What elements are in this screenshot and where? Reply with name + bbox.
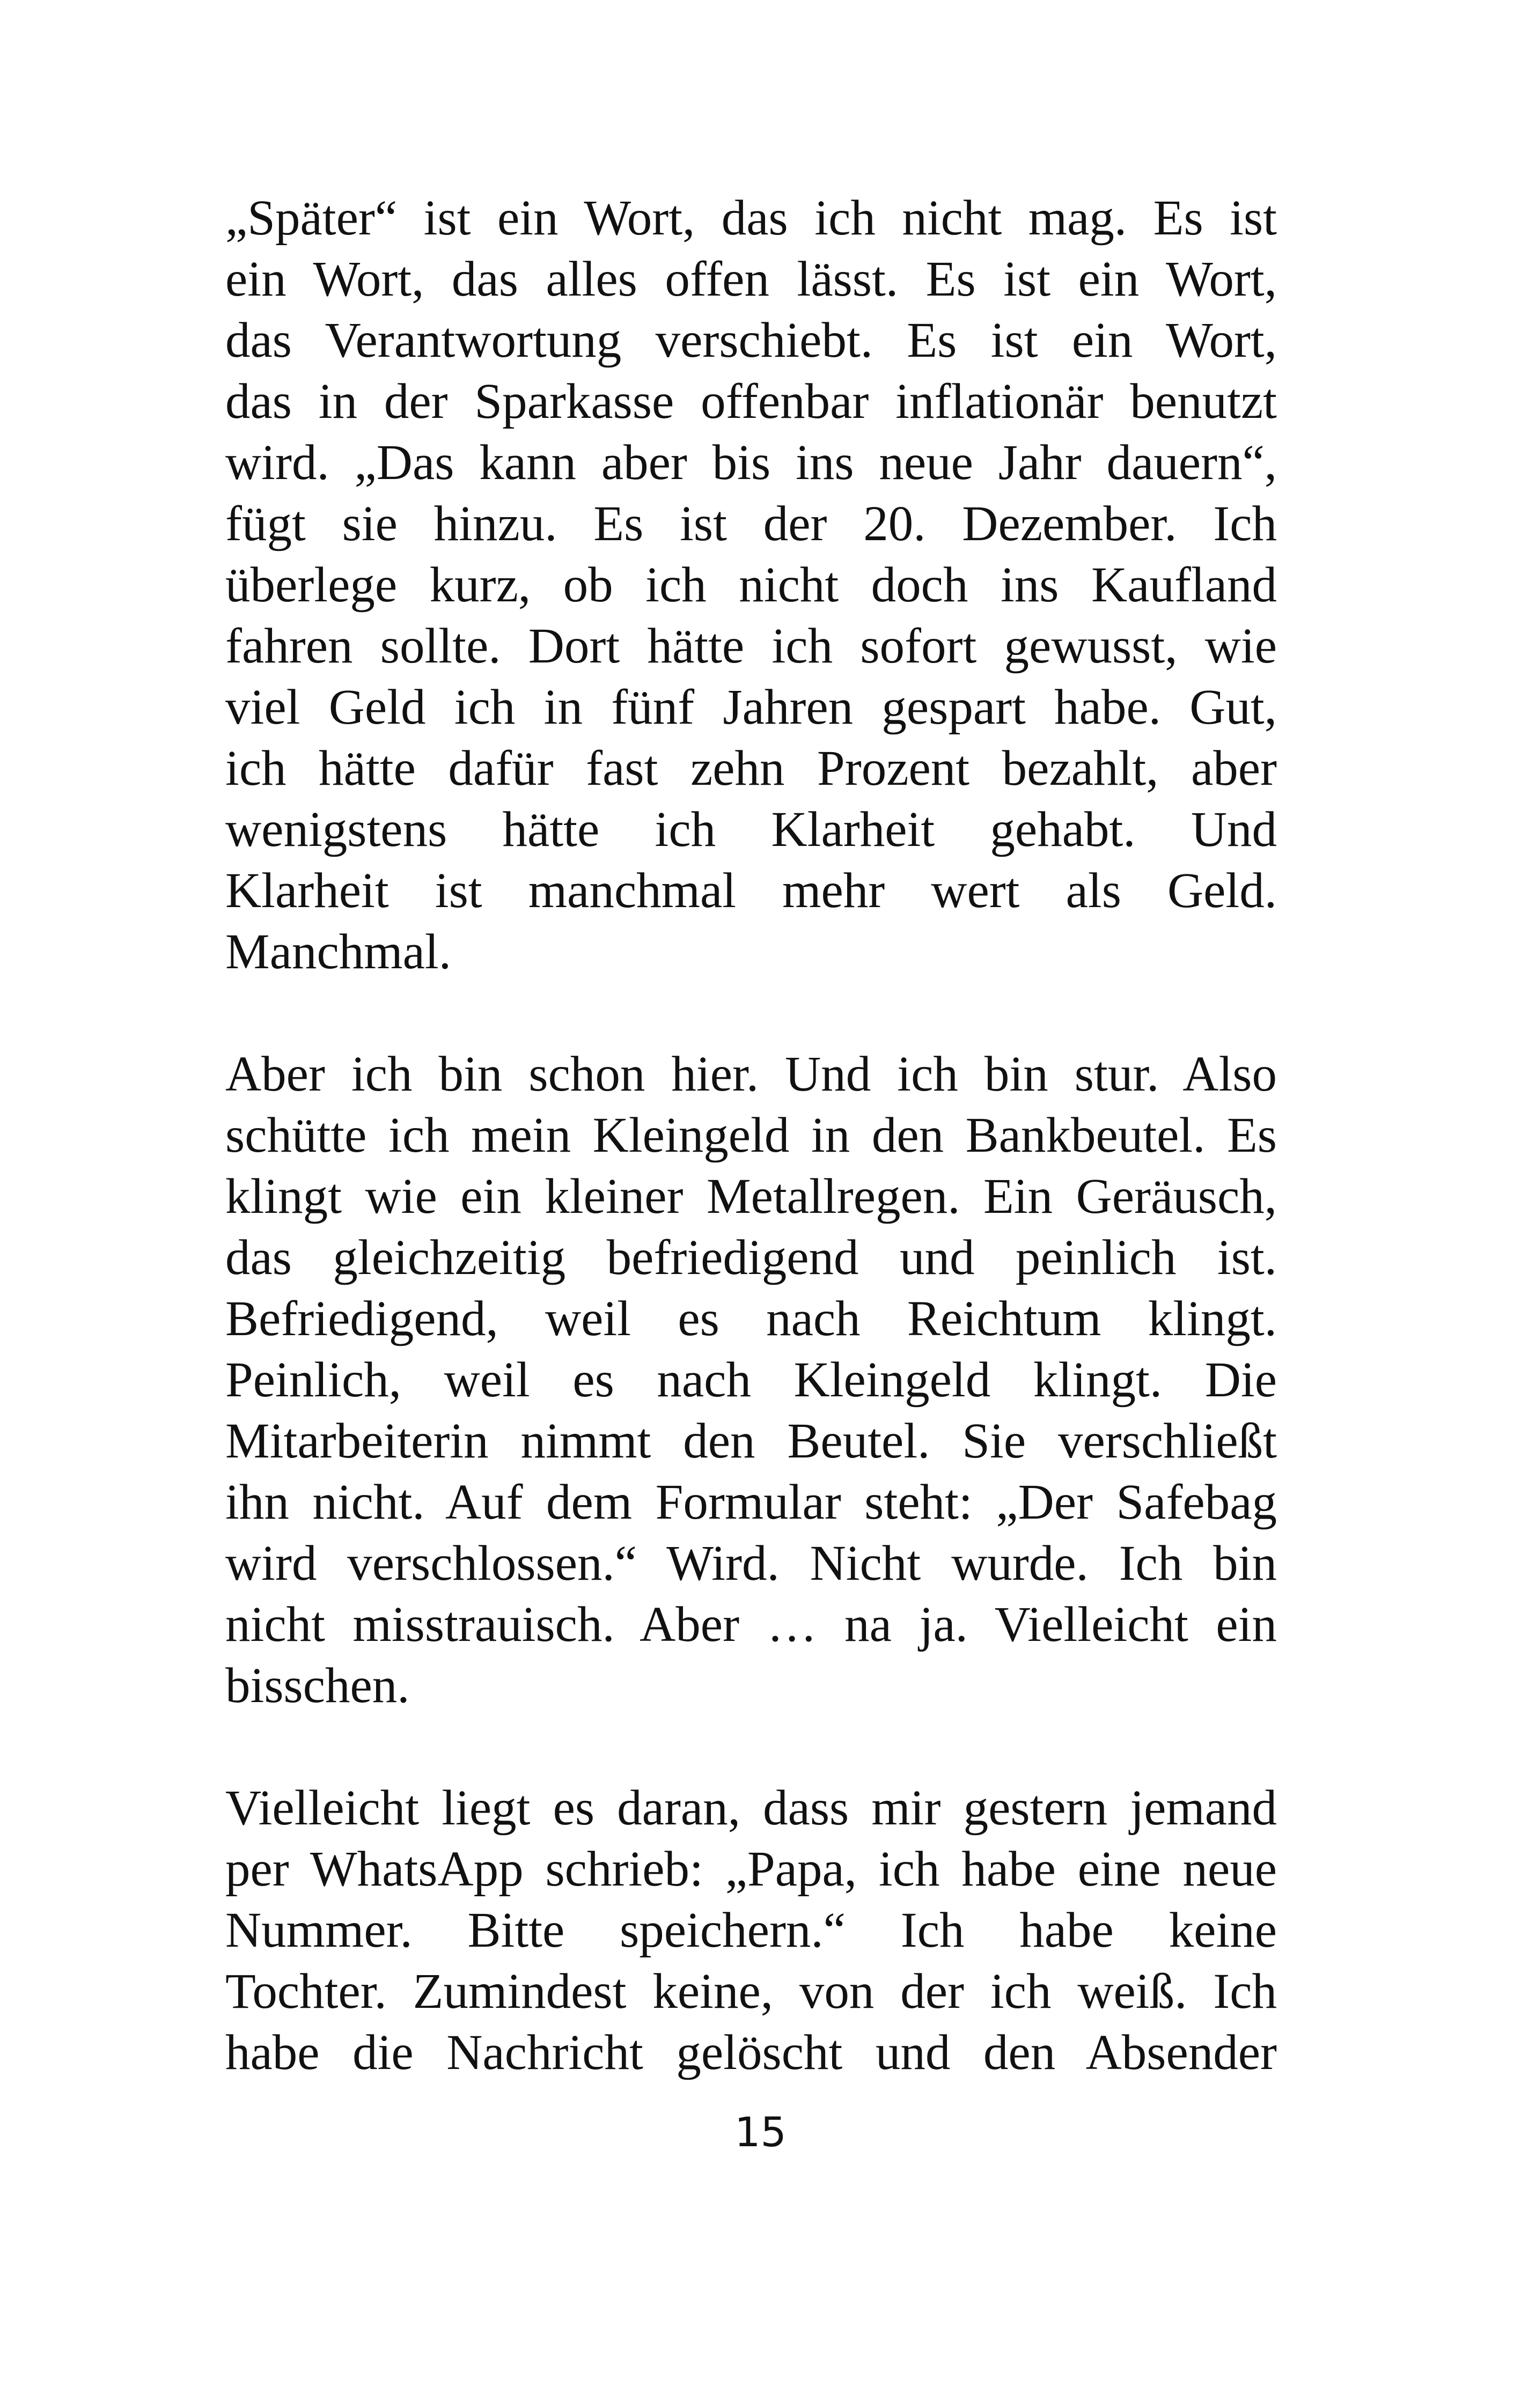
- text-line: das Verantwortung verschiebt. Es ist ein Wort,: [225, 313, 1277, 368]
- text-line: wenigstens hätte ich Klarheit gehabt. Und: [225, 802, 1277, 857]
- text-line: Vielleicht liegt es daran, dass mir gestern jemand: [225, 1780, 1277, 1836]
- text-line: viel Geld ich in fünf Jahren gespart habe. Gut,: [225, 680, 1277, 735]
- text-line: nicht misstrauisch. Aber … na ja. Vielleicht ein: [225, 1597, 1277, 1652]
- text-line: Klarheit ist manchmal mehr wert als Geld.: [225, 863, 1277, 918]
- text-line: Befriedigend, weil es nach Reichtum klingt.: [225, 1291, 1277, 1346]
- text-line: „Später“ ist ein Wort, das ich nicht mag. Es ist: [225, 190, 1277, 246]
- text-line: das gleichzeitig befriedigend und peinlich ist.: [225, 1230, 1277, 1285]
- text-line: das in der Sparkasse offenbar inflationär benutzt: [225, 374, 1277, 429]
- text-line: Nummer. Bitte speichern.“ Ich habe keine: [225, 1903, 1277, 1958]
- text-line: bisschen.: [225, 1658, 410, 1713]
- text-line: Aber ich bin schon hier. Und ich bin stur. Also: [225, 1047, 1277, 1102]
- text-line: klingt wie ein kleiner Metallregen. Ein Geräusch,: [225, 1169, 1277, 1224]
- text-line: Mitarbeiterin nimmt den Beutel. Sie verschließt: [225, 1413, 1277, 1469]
- text-line: ihn nicht. Auf dem Formular steht: „Der Safebag: [225, 1475, 1277, 1530]
- text-line: per WhatsApp schrieb: „Papa, ich habe eine neue: [225, 1842, 1277, 1897]
- text-line: Tochter. Zumindest keine, von der ich weiß. Ich: [225, 1964, 1277, 2019]
- text-line: Peinlich, weil es nach Kleingeld klingt. Die: [225, 1352, 1277, 1408]
- text-line: überlege kurz, ob ich nicht doch ins Kaufland: [225, 557, 1277, 613]
- page-number: 15: [734, 2108, 787, 2156]
- text-line: habe die Nachricht gelöscht und den Absender: [225, 2025, 1277, 2080]
- text-line: Manchmal.: [225, 924, 451, 980]
- paragraph-2: [225, 1044, 1277, 1717]
- text-line: ich hätte dafür fast zehn Prozent bezahlt, aber: [225, 741, 1277, 796]
- body-text: [225, 188, 1277, 2145]
- text-line: ein Wort, das alles offen lässt. Es ist ein Wort,: [225, 252, 1277, 307]
- text-line: schütte ich mein Kleingeld in den Bankbeutel. Es: [225, 1108, 1277, 1163]
- paragraph-1: [225, 188, 1277, 983]
- text-line: wird verschlossen.“ Wird. Nicht wurde. Ich bin: [225, 1536, 1277, 1591]
- text-line: fahren sollte. Dort hätte ich sofort gewusst, wie: [225, 618, 1277, 674]
- text-line: fügt sie hinzu. Es ist der 20. Dezember. Ich: [225, 496, 1277, 551]
- text-line: wird. „Das kann aber bis ins neue Jahr dauern“,: [225, 435, 1277, 490]
- paragraph-3: [225, 1778, 1277, 2083]
